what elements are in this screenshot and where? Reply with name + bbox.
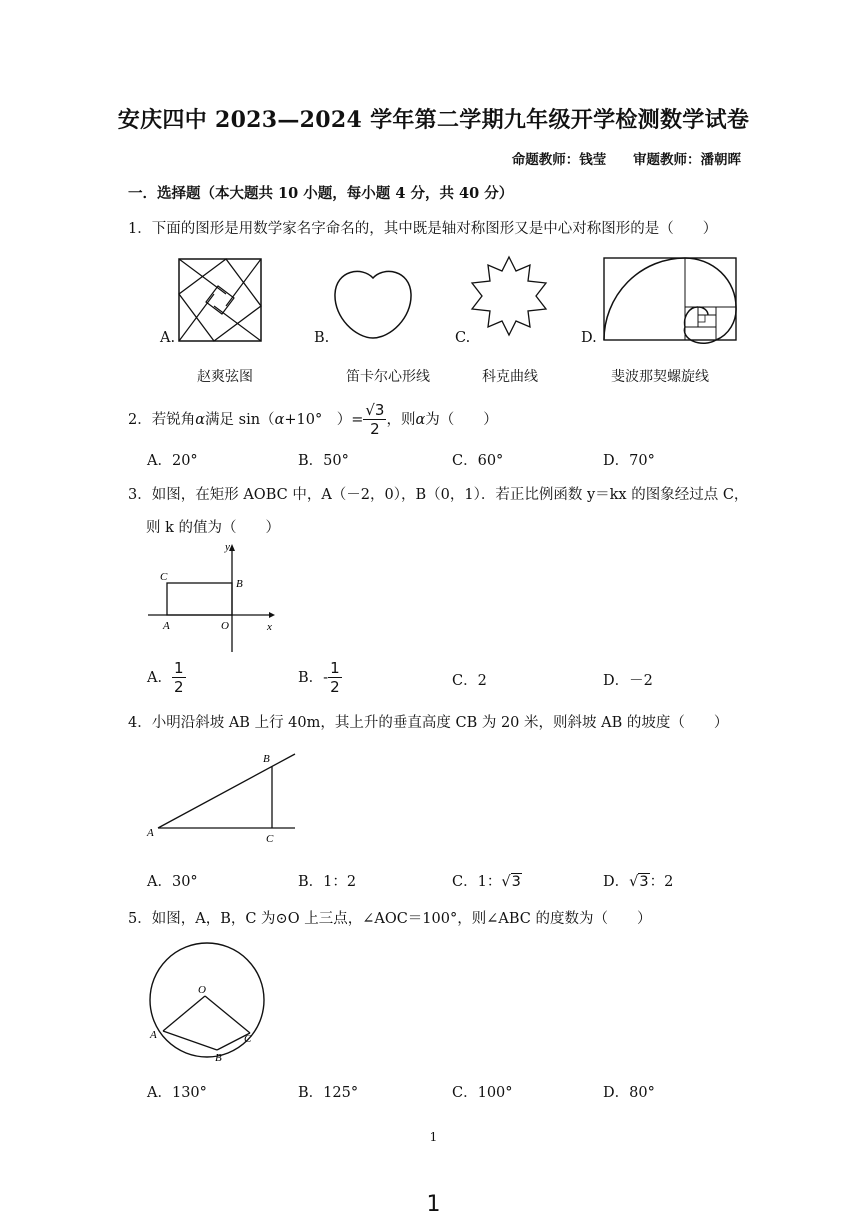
q4-option-c-sqrt: √3 <box>501 874 521 890</box>
q1-figure-b-cardioid <box>332 268 414 340</box>
q5-label-o: O <box>198 984 206 996</box>
q2-stem-part-a: 2．若锐角 <box>128 412 196 428</box>
q2-stem-part-d: ，则 <box>386 412 416 428</box>
exam-title: 安庆四中 2023—2024 学年第二学期九年级开学检测数学试卷 <box>117 107 750 133</box>
q4-option-d-prefix: D． <box>603 874 630 890</box>
q2-stem-part-c: +10° ）= <box>284 412 364 428</box>
q5-option-b: B．125° <box>298 1085 359 1101</box>
q4-stem: 4．小明沿斜坡 AB 上行 40m，其上升的垂直高度 CB 为 20 米，则斜坡 AB 的坡度（ ） <box>128 715 729 731</box>
q1-option-c: C. <box>455 330 471 346</box>
q1-option-d: D. <box>581 330 597 346</box>
q2-option-b: B．50° <box>298 453 349 469</box>
q5-stem: 5．如图，A，B，C 为⊙O 上三点，∠AOC＝100°，则∠ABC 的度数为（ ） <box>128 911 652 927</box>
q3-option-d: D．－2 <box>603 673 653 689</box>
q2-option-c: C．60° <box>452 453 504 469</box>
q1-stem: 1．下面的图形是用数学家名字命名的，其中既是轴对称图形又是中心对称图形的是（ ） <box>128 221 718 237</box>
q3-option-b-sign: - <box>323 670 329 686</box>
q5-figure-circle <box>145 940 270 1065</box>
q3-option-a-denominator: 2 <box>173 678 184 696</box>
reviewer-label: 审题教师：潘朝晖 <box>633 152 741 168</box>
q1-caption-c: 科克曲线 <box>482 369 538 385</box>
q3-option-a <box>147 661 186 695</box>
q5-label-a: A <box>150 1029 157 1041</box>
q3-stem-line1: 3．如图，在矩形 AOBC 中，A（－2，0），B（0，1）．若正比例函数 y＝kx 的图象经过点 C， <box>128 487 749 503</box>
q3-option-b-letter: B． <box>298 670 324 686</box>
q2-alpha-2: α <box>274 412 285 428</box>
q3-option-b-fraction <box>328 661 342 695</box>
q1-option-a: A. <box>160 330 176 346</box>
q4-option-d-radicand: 3 <box>639 874 649 890</box>
q2-stem <box>128 403 498 437</box>
q2-stem-part-e: 为（ ） <box>425 412 498 428</box>
q5-option-a: A．130° <box>147 1085 207 1101</box>
q2-fraction <box>363 403 386 437</box>
q5-label-c: C <box>244 1033 252 1045</box>
authors-line <box>490 148 741 168</box>
q4-option-d-suffix: ：2 <box>649 874 674 890</box>
q1-figure-c-koch <box>468 255 550 337</box>
q4-option-c <box>452 870 522 891</box>
q3-option-b-numerator: 1 <box>330 659 340 677</box>
q1-figure-a-zhaoshuang <box>178 258 262 342</box>
q3-option-a-letter: A． <box>147 670 172 686</box>
q1-caption-b: 笛卡尔心形线 <box>346 369 430 385</box>
q2-option-d: D．70° <box>603 453 655 469</box>
q2-alpha-3: α <box>415 412 426 428</box>
q3-option-b-denominator: 2 <box>330 678 340 696</box>
q3-option-b <box>298 661 342 695</box>
q2-fraction-denominator: 2 <box>370 420 380 438</box>
q1-caption-d: 斐波那契螺旋线 <box>611 369 709 385</box>
q3-label-o: O <box>221 620 229 632</box>
q5-label-b: B <box>215 1052 222 1064</box>
q5-option-d: D．80° <box>603 1085 655 1101</box>
q3-stem-line2: 则 k 的值为（ ） <box>146 520 281 536</box>
q4-figure-slope <box>145 748 300 848</box>
q3-option-a-fraction <box>172 661 186 695</box>
q4-option-a: A．30° <box>147 874 198 890</box>
q4-option-d-sqrt: √3 <box>629 874 649 890</box>
page-number-small: 1 <box>429 1130 438 1144</box>
q2-fraction-numerator: √3 <box>365 401 385 419</box>
q3-label-x: x <box>267 621 272 633</box>
q4-label-c: C <box>266 833 274 845</box>
q3-label-c: C <box>160 571 168 583</box>
q4-option-c-radicand: 3 <box>511 874 521 890</box>
q3-figure-rectangle-axes <box>145 540 280 655</box>
q3-label-a: A <box>163 620 170 632</box>
q2-option-a: A．20° <box>147 453 198 469</box>
q2-stem-part-b: 满足 sin（ <box>205 412 275 428</box>
q4-option-c-prefix: C．1： <box>452 874 502 890</box>
q1-figure-d-fibonacci <box>603 257 737 341</box>
q1-option-b: B. <box>314 330 330 346</box>
q4-label-a: A <box>147 827 154 839</box>
q3-option-a-numerator: 1 <box>173 659 184 677</box>
q3-option-c: C．2 <box>452 673 487 689</box>
q4-option-d <box>603 870 673 891</box>
q2-alpha-1: α <box>195 412 206 428</box>
q4-option-b: B．1：2 <box>298 874 357 890</box>
q3-label-b: B <box>236 578 243 590</box>
q3-label-y: y <box>225 541 230 553</box>
page-number-large: 1 <box>426 1192 441 1217</box>
author-label: 命题教师：钱莹 <box>511 152 607 168</box>
q4-label-b: B <box>263 753 270 765</box>
q1-caption-a: 赵爽弦图 <box>197 369 253 385</box>
section-heading: 一．选择题（本大题共 10 小题，每小题 4 分，共 40 分） <box>128 185 514 202</box>
q5-option-c: C．100° <box>452 1085 513 1101</box>
